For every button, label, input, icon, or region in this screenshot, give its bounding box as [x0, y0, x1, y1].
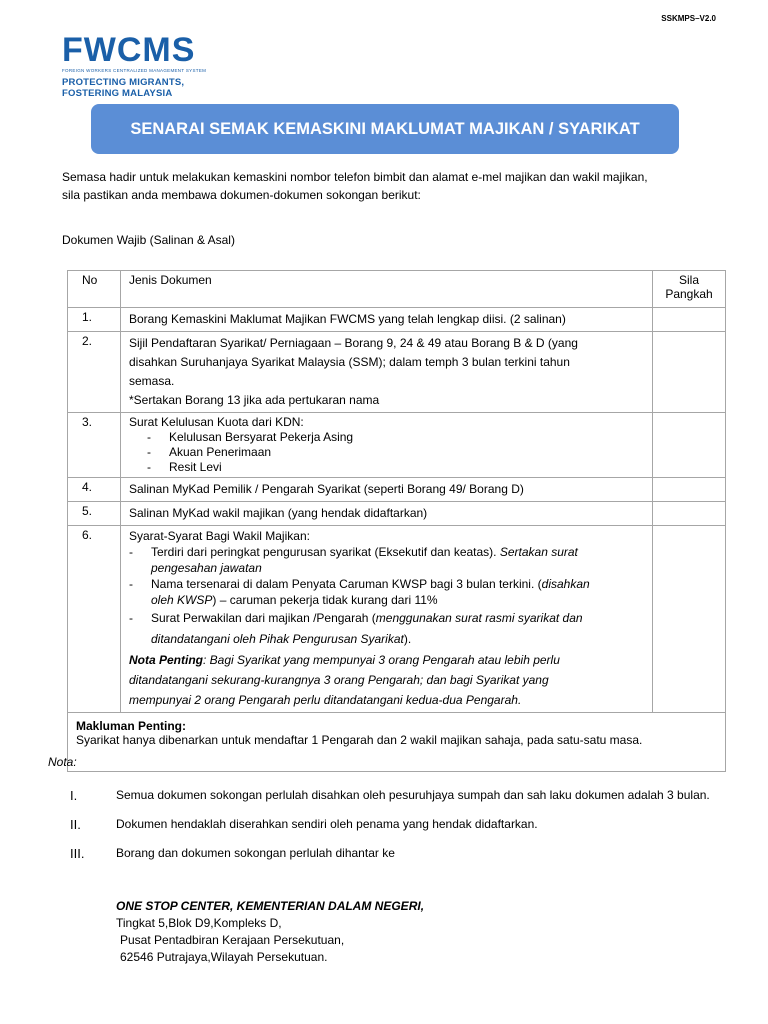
nota-heading: Nota:: [48, 755, 77, 769]
requirement-item: - Nama tersenarai di dalam Penyata Caruman KWSP bagi 3 bulan terkini. (disahkan oleh KWSP) – caruman pekerja tidak kurang dari 11%: [129, 577, 590, 607]
table-header-row: [68, 271, 726, 308]
row-line: semasa.: [129, 374, 175, 388]
row-text: [121, 413, 653, 478]
table-row: [68, 332, 726, 413]
row-text: Borang Kemaskini Maklumat Majikan FWCMS yang telah lengkap diisi. (2 salinan): [121, 308, 653, 332]
address-line-4: 62546 Putrajaya,Wilayah Persekutuan.: [120, 950, 328, 964]
tick-box[interactable]: [653, 478, 726, 502]
header-tick: Sila Pangkah: [653, 271, 726, 308]
address-line-1: ONE STOP CENTER, KEMENTERIAN DALAM NEGERI,: [116, 899, 425, 913]
intro-paragraph: [62, 168, 712, 204]
list-item: II. Dokumen hendaklah diserahkan sendiri oleh penama yang hendak didaftarkan.: [70, 817, 538, 832]
fwcms-logo: [62, 31, 242, 99]
sub-item: - Akuan Penerimaan: [147, 445, 272, 459]
row-line: disahkan Suruhanjaya Syarikat Malaysia (SSM); dalam temph 3 bulan terkini tahun: [129, 355, 570, 369]
row-heading: Syarat-Syarat Bagi Wakil Majikan:: [129, 529, 310, 543]
row-text: Salinan MyKad wakil majikan (yang hendak didaftarkan): [121, 502, 653, 526]
row-heading: Surat Kelulusan Kuota dari KDN:: [129, 415, 304, 429]
table-row: [68, 502, 726, 526]
list-item: III. Borang dan dokumen sokongan perlulah dihantar ke: [70, 846, 395, 861]
row-text: [121, 526, 653, 713]
tick-box[interactable]: [653, 413, 726, 478]
header-no: No: [68, 271, 121, 308]
address-line-3: Pusat Pentadbiran Kerajaan Persekutuan,: [120, 933, 345, 947]
row-text: Salinan MyKad Pemilik / Pengarah Syarikat (seperti Borang 49/ Borang D): [121, 478, 653, 502]
row-number: 5.: [68, 502, 121, 526]
makluman-row: [68, 713, 726, 772]
row-number: 6.: [68, 526, 121, 713]
list-item: I. Semua dokumen sokongan perlulah disahkan oleh pesuruhjaya sumpah dan sah laku dokumen adalah 3 bulan.: [70, 788, 710, 803]
address-line-2: Tingkat 5,Blok D9,Kompleks D,: [116, 916, 282, 930]
section-title: Dokumen Wajib (Salinan & Asal): [62, 233, 235, 247]
row-number: 3.: [68, 413, 121, 478]
makluman-title: Makluman Penting:: [76, 719, 187, 733]
header-doc: Jenis Dokumen: [121, 271, 653, 308]
tick-box[interactable]: [653, 526, 726, 713]
sub-item: - Kelulusan Bersyarat Pekerja Asing: [147, 430, 354, 444]
row-text: [121, 332, 653, 413]
row-line: *Sertakan Borang 13 jika ada pertukaran nama: [129, 393, 380, 407]
row-number: 4.: [68, 478, 121, 502]
row-number: 2.: [68, 332, 121, 413]
logo-tagline: PROTECTING MIGRANTS, FOSTERING MALAYSIA: [62, 77, 185, 99]
requirement-item: - Terdiri dari peringkat pengurusan syarikat (Eksekutif dan keatas). Sertakan surat pengesahan jawatan: [129, 545, 578, 575]
documents-table: [67, 270, 726, 772]
document-code: SSKMPS–V2.0: [661, 14, 716, 23]
logo-name: FWCMS: [62, 31, 196, 69]
intro-line-1: Semasa hadir untuk melakukan kemaskini nombor telefon bimbit dan alamat e-mel majikan dan wakil majikan,: [62, 170, 648, 184]
address-block: [116, 898, 424, 966]
row-number: 1.: [68, 308, 121, 332]
tick-box[interactable]: [653, 502, 726, 526]
table-row: [68, 478, 726, 502]
table-row: [68, 526, 726, 713]
row-line: Sijil Pendaftaran Syarikat/ Perniagaan – Borang 9, 24 & 49 atau Borang B & D (yang: [129, 336, 578, 350]
tick-box[interactable]: [653, 308, 726, 332]
notes-list: [70, 788, 730, 875]
makluman-text: Syarikat hanya dibenarkan untuk mendaftar 1 Pengarah dan 2 wakil majikan sahaja, pada satu-satu masa.: [76, 733, 643, 747]
tick-box[interactable]: [653, 332, 726, 413]
nota-penting: Nota Penting: Bagi Syarikat yang mempunyai 3 orang Pengarah atau lebih perlu ditandatangani sekurang-kurangnya 3 orang Pengarah; dan bagi Syarikat yang mempunyai 2 orang Pengarah perlu ditandatangani kedua-dua Pengarah.: [129, 653, 560, 707]
intro-line-2: sila pastikan anda membawa dokumen-dokumen sokongan berikut:: [62, 188, 421, 202]
logo-subline: FOREIGN WORKERS CENTRALIZED MANAGEMENT SYSTEM: [62, 68, 207, 73]
sub-item: - Resit Levi: [147, 460, 222, 474]
requirement-item: - Surat Perwakilan dari majikan /Pengarah (menggunakan surat rasmi syarikat dan ditandatangani oleh Pihak Pengurusan Syarikat).: [129, 611, 583, 646]
table-row: [68, 308, 726, 332]
table-row: [68, 413, 726, 478]
title-banner: [91, 104, 679, 154]
makluman-cell: [68, 713, 726, 772]
page-title: SENARAI SEMAK KEMASKINI MAKLUMAT MAJIKAN / SYARIKAT: [130, 119, 640, 138]
